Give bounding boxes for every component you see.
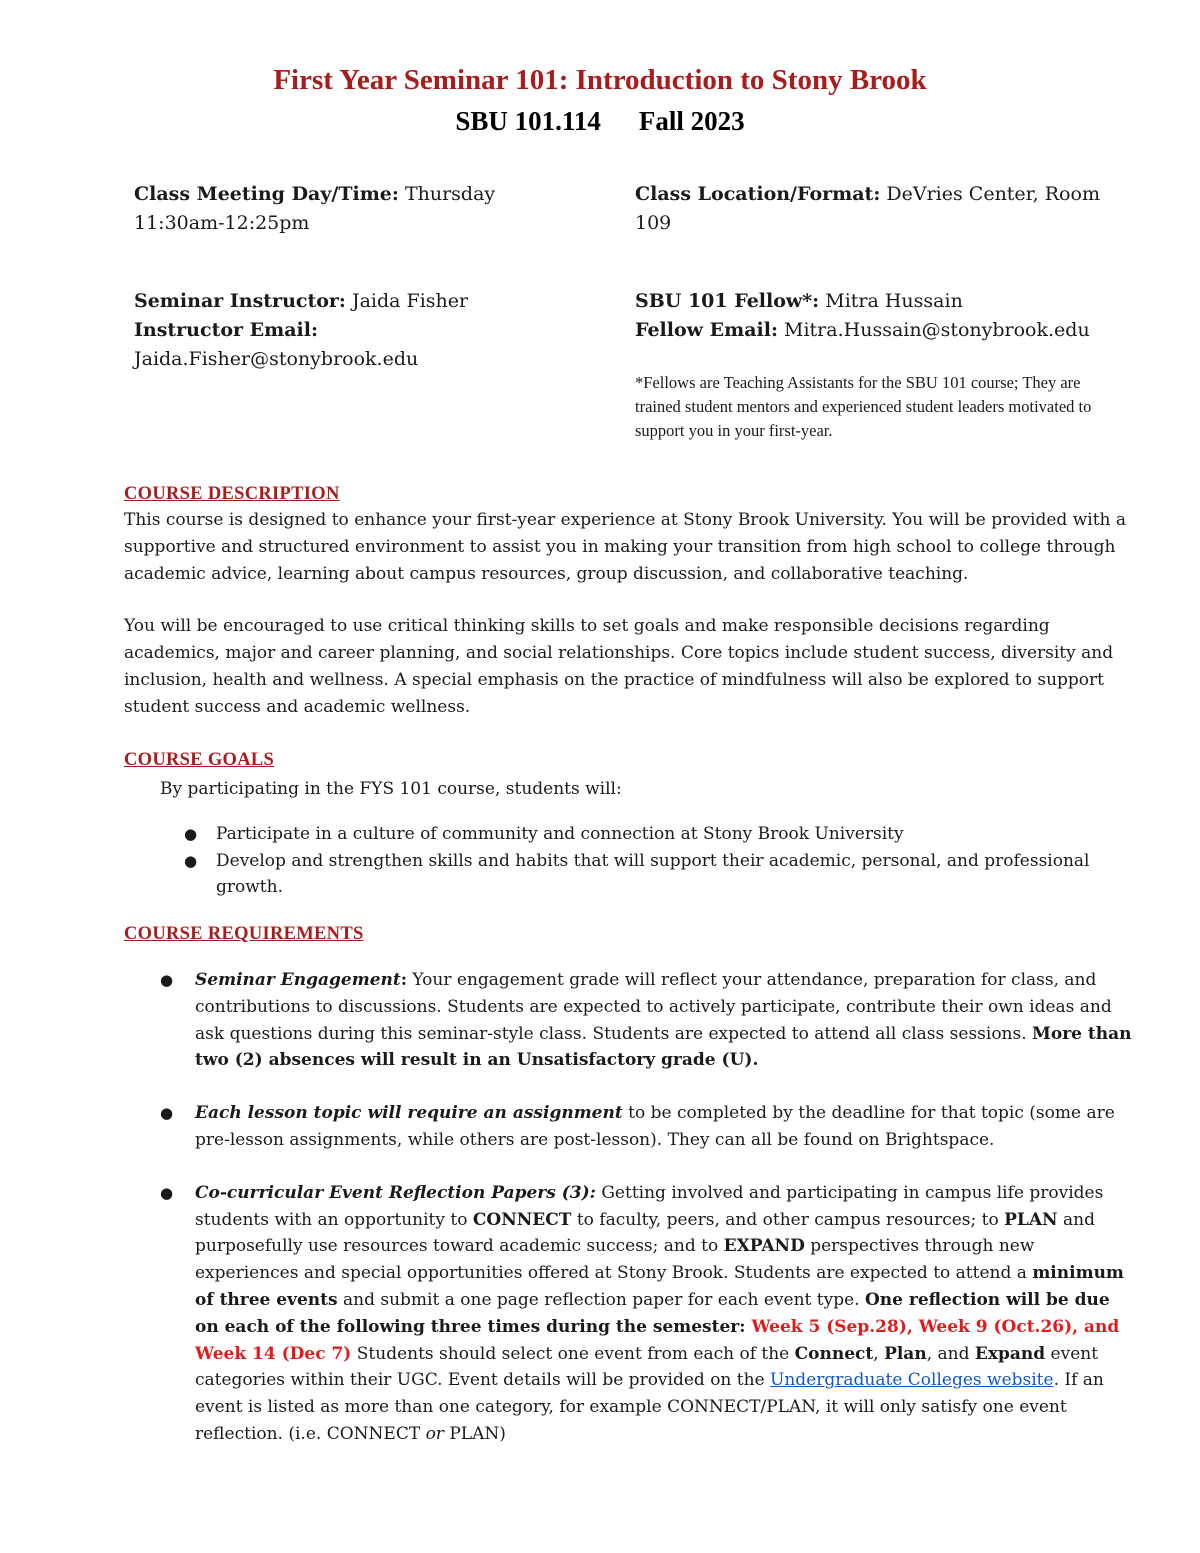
list-item bbox=[124, 967, 1134, 1074]
plan-keyword: PLAN bbox=[1004, 1209, 1058, 1230]
instructor-email: Jaida.Fisher@stonybrook.edu bbox=[134, 348, 419, 370]
location-info bbox=[635, 180, 1115, 238]
location-value: DeVries Center, Room 109 bbox=[635, 183, 1100, 234]
course-requirements-section bbox=[124, 921, 1134, 1448]
undergraduate-colleges-link[interactable]: Undergraduate Colleges website bbox=[770, 1370, 1054, 1391]
req3-text: and purposefully use resources toward academic success; and to bbox=[195, 1209, 1095, 1257]
separator: , bbox=[873, 1343, 885, 1364]
course-description-heading: COURSE DESCRIPTION bbox=[124, 484, 340, 504]
location-label: Class Location/Format: bbox=[635, 183, 881, 205]
due-statement: One reflection will be due on each of the following three times during the semester: bbox=[195, 1289, 1110, 1337]
fellow-name: Mitra Hussain bbox=[825, 290, 963, 312]
goals-list bbox=[124, 821, 1134, 901]
req2-text: to be completed by the deadline for that topic (some are pre-lesson assignments, while others are post-lesson). They can all be found on Brightspace. bbox=[195, 1103, 1115, 1150]
goals-intro: By participating in the FYS 101 course, students will: bbox=[160, 779, 622, 799]
course-code: SBU 101.114 bbox=[455, 106, 601, 136]
instructor-info bbox=[134, 287, 574, 374]
instructor-label: Seminar Instructor: bbox=[134, 290, 346, 312]
req3-text: perspectives through new experiences and special opportunities offered at Stony Brook. Students are expected to attend a bbox=[195, 1236, 1035, 1284]
req3-text: PLAN) bbox=[443, 1423, 506, 1444]
req3-text: . If an event is listed as more than one category, for example CONNECT/PLAN, it will only satisfy one event reflection. (i.e. CONNECT bbox=[195, 1370, 1104, 1444]
course-term: Fall 2023 bbox=[638, 106, 745, 136]
list-item bbox=[124, 1100, 1134, 1154]
bullet-icon: ● bbox=[160, 971, 174, 989]
connect-category: Connect bbox=[794, 1343, 874, 1364]
requirements-list bbox=[124, 967, 1134, 1448]
course-goals-heading: COURSE GOALS bbox=[124, 750, 275, 770]
instructor-name: Jaida Fisher bbox=[351, 290, 469, 312]
bullet-icon: ● bbox=[184, 824, 198, 843]
req2-title: Each lesson topic will require an assignment bbox=[195, 1103, 623, 1124]
goal-text: Participate in a culture of community and connection at Stony Brook University bbox=[216, 823, 904, 844]
req3-text: Getting involved and participating in campus life provides students with an opportunity to bbox=[195, 1182, 1104, 1230]
description-paragraph-2: You will be encouraged to use critical thinking skills to set goals and make responsible decisions regarding academics, major and career planning, and social relationships. Core topics include student success, diversity and inclusion, health and wellness. A special emphasis on the practice of mindfulness will also be explored to support student success and academic wellness. bbox=[124, 616, 1114, 717]
bullet-icon: ● bbox=[184, 851, 198, 870]
req1-text: Your engagement grade will reflect your attendance, preparation for class, and contributions to discussions. Students are expected to actively participate, contribute their own ideas and ask questions during this seminar-style class. Students are expected to attend all class sessions. bbox=[195, 970, 1112, 1044]
req1-colon: : bbox=[400, 970, 408, 990]
course-subtitle bbox=[0, 106, 1200, 137]
fellow-info bbox=[635, 287, 1115, 345]
req3-title: Co-curricular Event Reflection Papers (3): bbox=[195, 1182, 596, 1203]
list-item bbox=[124, 848, 1134, 902]
course-requirements-heading: COURSE REQUIREMENTS bbox=[124, 924, 364, 944]
plan-category: Plan bbox=[884, 1343, 927, 1364]
course-goals-section bbox=[124, 747, 1134, 901]
page-title: First Year Seminar 101: Introduction to Stony Brook bbox=[273, 64, 927, 96]
list-item bbox=[124, 821, 1134, 848]
meeting-label: Class Meeting Day/Time: bbox=[134, 183, 399, 205]
or-word: or bbox=[425, 1423, 444, 1444]
req1-bold: More than two (2) absences will result in an Unsatisfactory grade (U). bbox=[195, 1023, 1132, 1071]
instructor-email-label: Instructor Email: bbox=[134, 319, 318, 341]
goal-text: Develop and strengthen skills and habits that will support their academic, personal, and professional growth. bbox=[216, 850, 1090, 898]
meeting-value: Thursday 11:30am-12:25pm bbox=[134, 183, 496, 234]
req3-text: Students should select one event from each of the bbox=[351, 1343, 795, 1364]
meeting-info bbox=[134, 180, 574, 238]
req3-text: and submit a one page reflection paper for each event type. bbox=[337, 1289, 865, 1310]
description-paragraph-1: This course is designed to enhance your first-year experience at Stony Brook University. You will be provided with a supportive and structured environment to assist you in making your transition from high school to college through academic advice, learning about campus resources, group discussion, and collaborative teaching. bbox=[124, 510, 1127, 584]
course-description-section bbox=[124, 481, 1134, 721]
expand-category: Expand bbox=[974, 1343, 1046, 1364]
fellow-note: *Fellows are Teaching Assistants for the SBU 101 course; They are trained student mentors and experienced student leaders motivated to support you in your first-year. bbox=[635, 373, 1092, 440]
expand-keyword: EXPAND bbox=[723, 1236, 805, 1257]
fellow-label: SBU 101 Fellow*: bbox=[635, 290, 820, 312]
req3-text: to faculty, peers, and other campus resources; to bbox=[571, 1209, 1005, 1230]
connect-keyword: CONNECT bbox=[472, 1209, 572, 1230]
bullet-icon: ● bbox=[160, 1104, 174, 1123]
req3-text: event categories within their UGC. Event details will be provided on the bbox=[195, 1343, 1099, 1391]
bullet-icon: ● bbox=[160, 1183, 174, 1202]
due-weeks: Week 5 (Sep.28), Week 9 (Oct.26), and Week 14 (Dec 7) bbox=[195, 1316, 1120, 1364]
req1-title: Seminar Engagement bbox=[195, 970, 401, 990]
minimum-events: minimum of three events bbox=[195, 1263, 1124, 1310]
fellow-email-label: Fellow Email: bbox=[635, 319, 778, 341]
list-item bbox=[124, 1180, 1134, 1448]
separator: , and bbox=[926, 1343, 975, 1364]
fellow-email: Mitra.Hussain@stonybrook.edu bbox=[784, 319, 1090, 341]
